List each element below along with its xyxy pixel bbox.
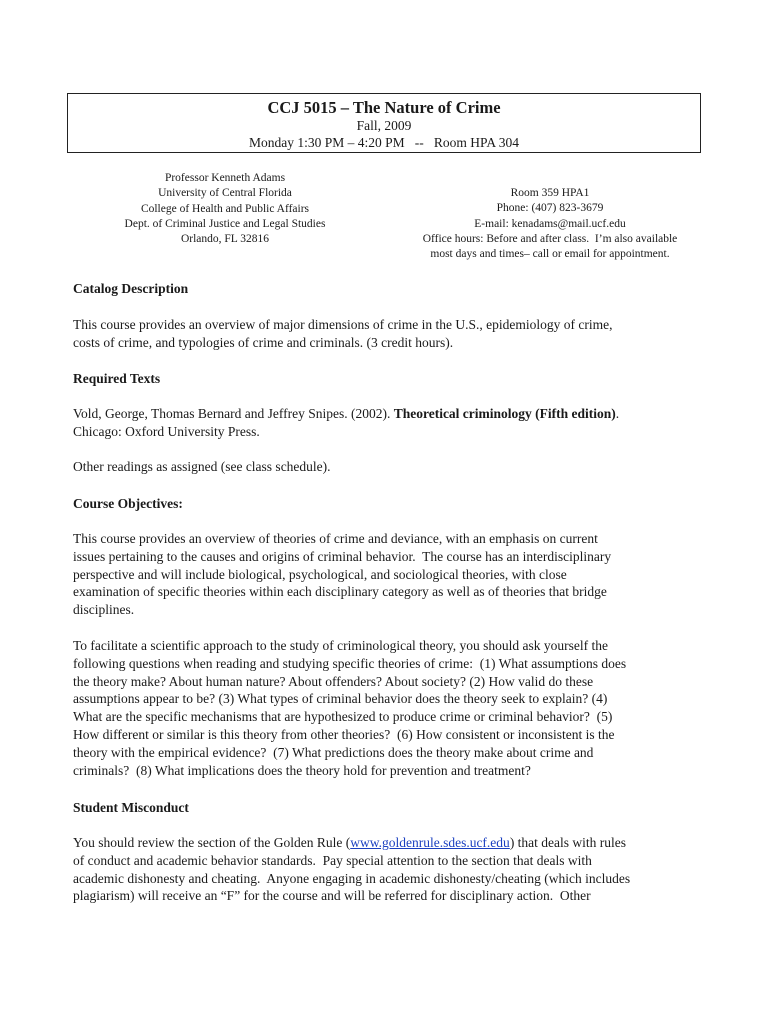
university-name: University of Central Florida xyxy=(158,187,292,200)
city-line: Orlando, FL 32816 xyxy=(180,233,270,246)
course-term: Fall, 2009 xyxy=(356,118,412,133)
catalog-description xyxy=(73,316,698,352)
paragraph-line: This course provides an overview of theories of crime and deviance, with an emphasis on current xyxy=(73,531,598,546)
paragraph-line: theory with the empirical evidence? (7) What predictions does the theory make about crime and xyxy=(73,744,594,760)
course-schedule: Monday 1:30 PM – 4:20 PM -- Room HPA 304 xyxy=(249,135,519,150)
paragraph-line: How different or similar is this theory from other theories? (6) How consistent or inconsistent is the xyxy=(73,726,615,742)
citation-title: Theoretical criminology (Fifth edition) xyxy=(393,406,616,421)
objectives-heading: Course Objectives: xyxy=(73,496,183,511)
other-readings: Other readings as assigned (see class schedule). xyxy=(73,459,331,474)
required-text-citation xyxy=(73,405,698,441)
misconduct-text: You should review the section of the Golden Rule ( xyxy=(73,835,351,850)
paragraph-line: criminals? (8) What implications does the theory hold for prevention and treatment? xyxy=(73,762,531,778)
catalog-line: This course provides an overview of major dimensions of crime in the U.S., epidemiology of crime, xyxy=(73,317,613,332)
citation-end: . xyxy=(615,406,620,421)
misconduct-text: ) that deals with rules xyxy=(509,835,627,850)
objectives-paragraph-1 xyxy=(73,530,698,619)
paragraph-line: To facilitate a scientific approach to the study of criminological theory, you should ask yourself the xyxy=(73,638,609,653)
paragraph-line: following questions when reading and studying specific theories of crime: (1) What assumptions does xyxy=(73,655,627,671)
course-title-box xyxy=(67,93,701,153)
office-room: Room 359 HPA1 xyxy=(510,187,590,199)
citation-authors: Vold, George, Thomas Bernard and Jeffrey Snipes. (2002). xyxy=(73,406,394,421)
catalog-line: costs of crime, and typologies of crime and criminals. (3 credit hours). xyxy=(73,334,454,350)
required-texts-heading: Required Texts xyxy=(73,371,161,386)
instructor-address-block xyxy=(90,171,360,247)
citation-publisher: Chicago: Oxford University Press. xyxy=(73,423,260,439)
paragraph-line: plagiarism) will receive an “F” for the course and will be referred for disciplinary action. Other xyxy=(73,888,591,904)
objectives-paragraph-2 xyxy=(73,637,698,779)
instructor-name: Professor Kenneth Adams xyxy=(164,172,286,184)
college-name: College of Health and Public Affairs xyxy=(140,202,310,215)
paragraph-line: of conduct and academic behavior standards. Pay special attention to the section that deals with xyxy=(73,852,592,868)
paragraph-line: What are the specific mechanisms that are hypothesized to produce crime or criminal behavior? (5) xyxy=(73,709,613,725)
paragraph-line: the theory make? About human nature? About offenders? About society? (2) How valid do these xyxy=(73,673,594,689)
office-hours: Office hours: Before and after class. I’m also available xyxy=(422,232,678,245)
paragraph-line: academic dishonesty and cheating. Anyone engaging in academic dishonesty/cheating (which includes xyxy=(73,870,631,886)
course-title: CCJ 5015 – The Nature of Crime xyxy=(267,98,501,117)
catalog-heading: Catalog Description xyxy=(73,281,189,296)
department-name: Dept. of Criminal Justice and Legal Studies xyxy=(124,217,326,230)
paragraph-line: perspective and will include biological, psychological, and sociological theories, with close xyxy=(73,566,567,582)
paragraph-line: disciplines. xyxy=(73,602,135,618)
email-address: E-mail: kenadams@mail.ucf.edu xyxy=(474,217,626,230)
instructor-contact-block xyxy=(400,186,700,262)
paragraph-line: assumptions appear to be? (3) What types of criminal behavior does the theory seek to explain? (4) xyxy=(73,691,608,707)
paragraph-line: issues pertaining to the causes and origins of criminal behavior. The course has an interdisciplinary xyxy=(73,548,612,564)
misconduct-paragraph xyxy=(73,834,698,905)
golden-rule-link[interactable]: www.goldenrule.sdes.ucf.edu xyxy=(350,835,510,850)
office-hours-note: most days and times– call or email for appointment. xyxy=(430,248,670,261)
paragraph-line: examination of specific theories within each disciplinary category as well as of theories that bridge xyxy=(73,584,607,600)
phone-number: Phone: (407) 823-3679 xyxy=(496,202,604,215)
misconduct-heading: Student Misconduct xyxy=(73,800,189,815)
